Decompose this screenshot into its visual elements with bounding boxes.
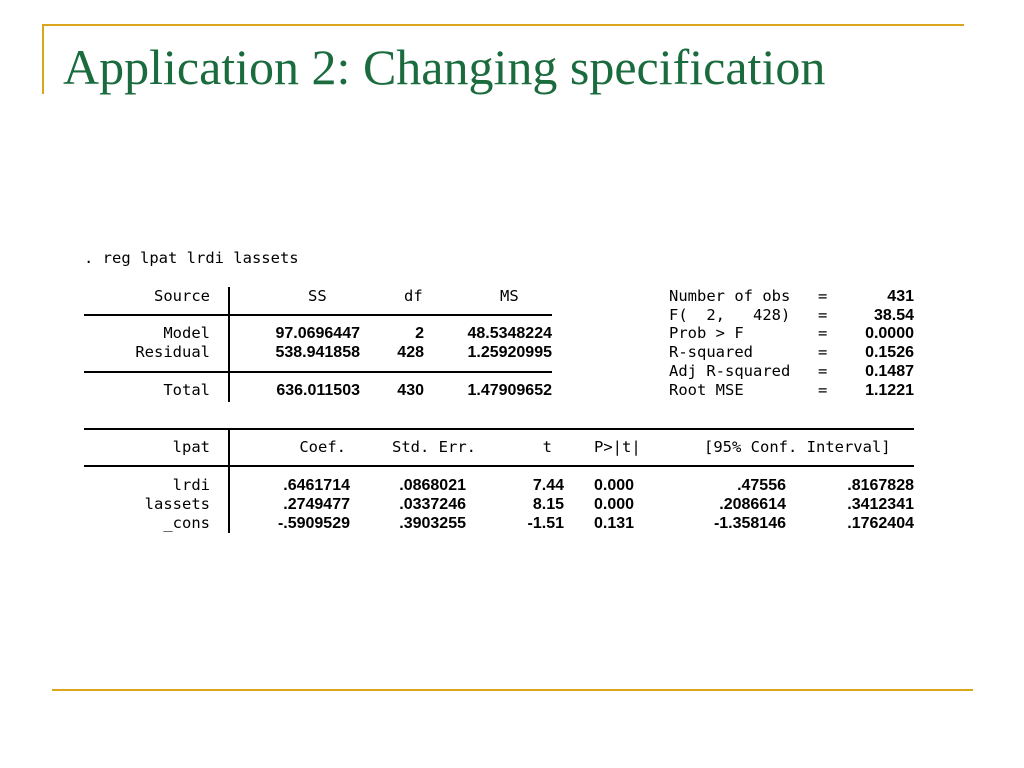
coef-header-coef: Coef. [299, 438, 346, 456]
coef-row-lassets-t: 8.15 [532, 496, 564, 513]
stat-value-nobs: 431 [887, 288, 914, 305]
coef-header-var: lpat [172, 438, 210, 456]
stat-eq-nobs: = [818, 287, 828, 305]
coef-header-ci: [95% Conf. Interval] [704, 438, 891, 456]
coef-header-se: Std. Err. [392, 438, 476, 456]
anova-total-df: 430 [397, 382, 424, 399]
anova-row-residual-ms: 1.25920995 [467, 344, 552, 361]
coef-row-cons-p: 0.131 [594, 515, 635, 532]
coef-row-lassets-se: .0337246 [399, 496, 466, 513]
anova-header-source: Source [154, 287, 210, 305]
coef-row-lrdi-coef: .6461714 [283, 477, 350, 494]
stat-label-probf: Prob > F [669, 324, 744, 342]
anova-row-model-ss: 97.0696447 [275, 325, 360, 342]
coef-divider [228, 428, 230, 533]
stat-value-r2: 0.1526 [865, 344, 914, 361]
stat-label-adjr2: Adj R-squared [669, 362, 791, 380]
stata-command: . reg lpat lrdi lassets [84, 249, 299, 267]
coef-row-cons-t: -1.51 [527, 515, 564, 532]
frame-left-rule [42, 24, 44, 94]
stat-label-r2: R-squared [669, 343, 753, 361]
stat-label-rmse: Root MSE [669, 381, 744, 399]
coef-header-t: t [542, 438, 552, 456]
anova-total-rule [84, 371, 552, 373]
stat-eq-probf: = [818, 324, 828, 342]
coef-row-cons-coef: -.5909529 [277, 515, 350, 532]
coef-row-lassets-coef: .2749477 [283, 496, 350, 513]
coef-row-cons-ci-high: .1762404 [847, 515, 914, 532]
coef-row-lrdi-se: .0868021 [399, 477, 466, 494]
coef-row-lassets-ci-low: .2086614 [719, 496, 786, 513]
stat-eq-adjr2: = [818, 362, 828, 380]
stat-label-nobs: Number of obs [669, 287, 791, 305]
anova-row-model-ms: 48.5348224 [467, 325, 552, 342]
coef-row-lrdi-ci-low: .47556 [737, 477, 786, 494]
anova-total-ms: 1.47909652 [467, 382, 552, 399]
frame-bottom-rule [52, 689, 973, 691]
coef-row-lrdi-var: lrdi [172, 476, 210, 494]
coef-row-lassets-ci-high: .3412341 [847, 496, 914, 513]
anova-header-ss: SS [308, 287, 327, 305]
anova-row-residual-ss: 538.941858 [275, 344, 360, 361]
anova-header-df: df [404, 287, 423, 305]
anova-row-model-df: 2 [415, 325, 424, 342]
coef-header-rule [84, 465, 914, 467]
anova-row-model-source: Model [163, 324, 210, 342]
slide-title: Application 2: Changing specification [63, 39, 826, 95]
coef-row-lassets-p: 0.000 [594, 496, 635, 513]
coef-row-lrdi-t: 7.44 [532, 477, 564, 494]
coef-row-cons-ci-low: -1.358146 [713, 515, 786, 532]
coef-row-cons-se: .3903255 [399, 515, 466, 532]
coef-row-lrdi-ci-high: .8167828 [847, 477, 914, 494]
stat-eq-rmse: = [818, 381, 828, 399]
frame-top-rule [42, 24, 964, 26]
anova-row-residual-df: 428 [397, 344, 424, 361]
anova-header-rule [84, 314, 552, 316]
coef-top-rule [84, 428, 914, 430]
stat-value-adjr2: 0.1487 [865, 363, 914, 380]
anova-total-source: Total [163, 381, 210, 399]
anova-total-ss: 636.011503 [276, 382, 360, 399]
stat-value-probf: 0.0000 [865, 325, 914, 342]
stat-value-f: 38.54 [873, 307, 914, 324]
coef-row-lassets-var: lassets [144, 495, 210, 513]
stat-value-rmse: 1.1221 [865, 382, 914, 399]
anova-header-ms: MS [500, 287, 519, 305]
anova-divider [228, 287, 230, 402]
coef-row-lrdi-p: 0.000 [594, 477, 635, 494]
stat-eq-f: = [818, 306, 828, 324]
stat-eq-r2: = [818, 343, 828, 361]
stat-label-f: F( 2, 428) [669, 306, 791, 324]
coef-row-cons-var: _cons [163, 514, 210, 532]
coef-header-p: P>|t| [594, 438, 641, 456]
anova-row-residual-source: Residual [135, 343, 210, 361]
